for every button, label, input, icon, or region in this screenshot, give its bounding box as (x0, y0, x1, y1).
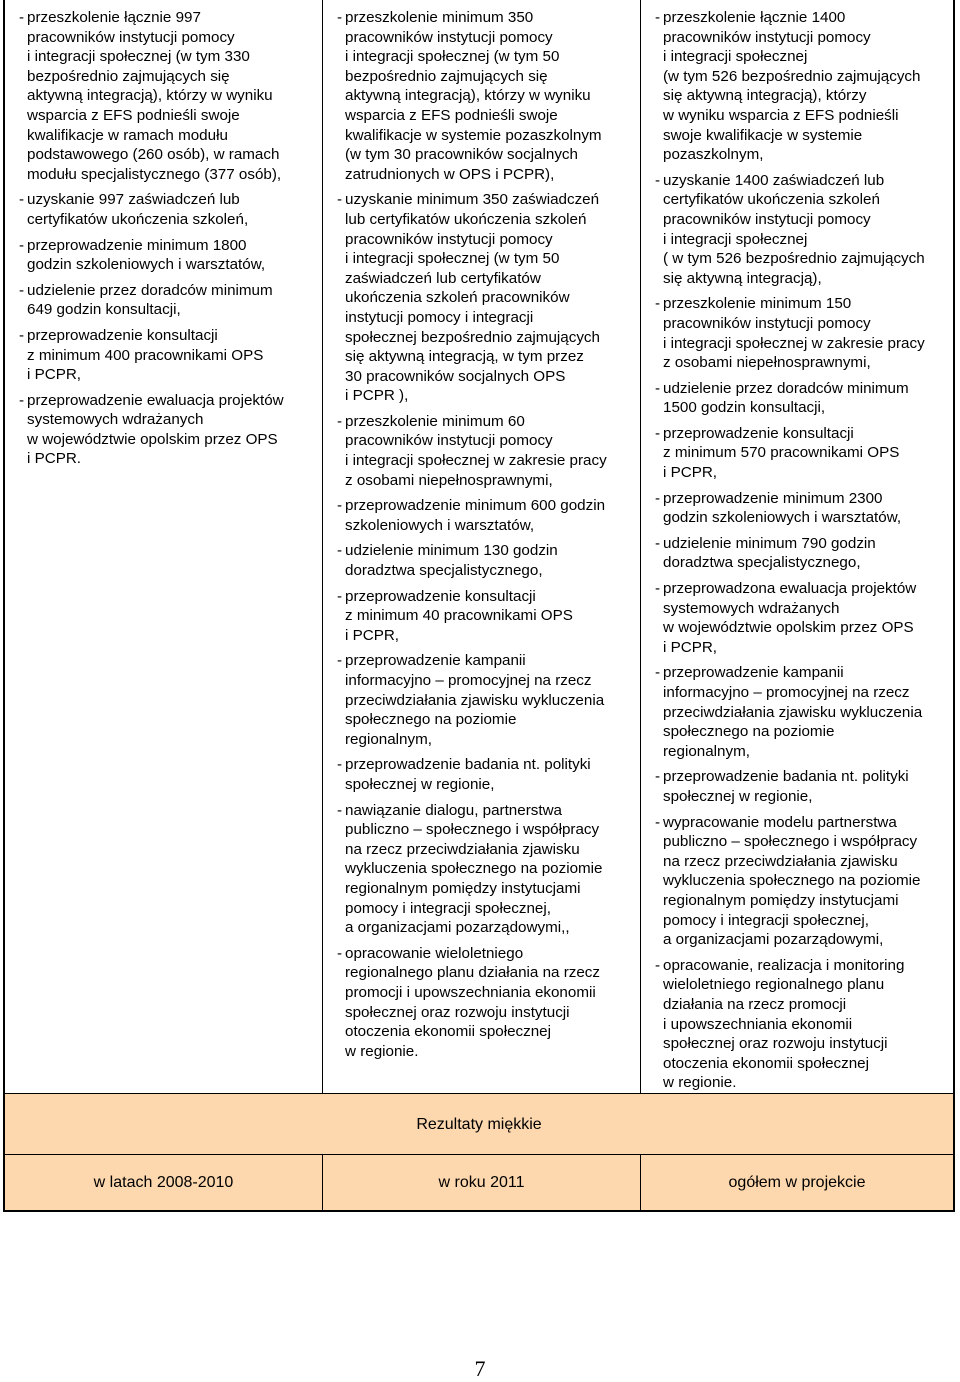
list-item-text: przeprowadzenie badania nt. polityki społecznej w regionie, (345, 756, 591, 793)
row-divider (5, 1154, 953, 1155)
list-item-text: uzyskanie 1400 zaświadczeń lub certyfikatów ukończenia szkoleń pracowników instytucji pomocy i integracji społecznej ( w tym 526 bezpośrednio zajmujących się aktywną integracją), (663, 171, 925, 287)
page-number: 7 (474, 1356, 486, 1381)
list-item (19, 190, 319, 229)
list-item-text: przeprowadzenie kampanii informacyjno – promocyjnej na rzecz przeciwdziałania zjawisku wykluczenia społecznego na poziomie regionalnym, (345, 652, 605, 748)
list-item (19, 391, 319, 469)
list-item-text: przeprowadzona ewaluacja projektów systemowych wdrażanych w województwie opolskim przez OPS i PCPR, (663, 580, 917, 656)
list-item-text: udzielenie przez doradców minimum 649 godzin konsultacji, (27, 281, 273, 319)
list-item (337, 190, 637, 406)
list-item (19, 8, 319, 184)
list-item (19, 236, 319, 275)
list-item-text: przeszkolenie łącznie 1400 pracowników instytucji pomocy i integracji społecznej (w tym 526 bezpośrednio zajmujących się aktywną integracją), którzy w wyniku wsparcia z EFS podnieśli swoje kwalifikacje w systemie pozaszkolnym, (663, 9, 921, 164)
column-total (655, 8, 955, 1099)
bullet-dash: - (655, 534, 661, 552)
list-item-text: przeprowadzenie minimum 600 godzin szkoleniowych i warsztatów, (345, 497, 606, 534)
bullet-dash: - (337, 191, 343, 209)
list-item-text: wypracowanie modelu partnerstwa publiczno – społecznego i współpracy na rzecz przeciwdziałania zjawisku wykluczenia społecznego na poziomie regionalnym pomiędzy instytucjami pomocy i integracji społecznej, a organizacjami pozarządowymi, (663, 813, 921, 949)
bullet-dash: - (19, 191, 25, 209)
list-item-text: przeprowadzenie minimum 2300 godzin szkoleniowych i warsztatów, (663, 489, 902, 527)
list-item (655, 489, 955, 528)
bullet-dash: - (337, 944, 343, 962)
list-item (337, 801, 637, 938)
list-item-text: uzyskanie minimum 350 zaświadczeń lub certyfikatów ukończenia szkoleń pracowników instytucji pomocy i integracji społecznej (w tym 50 zaświadczeń lub certyfikatów ukończenia szkoleń pracowników instytucji pomocy i integracji społecznej bezpośrednio zajmujących się aktywną integracją, w tym przez 30 pracowników socjalnych OPS i PCPR ), (345, 191, 600, 405)
list-item-text: udzielenie minimum 790 godzin doradztwa specjalistycznego, (663, 534, 876, 572)
bullet-dash: - (337, 497, 343, 515)
list-item-text: przeprowadzenie badania nt. polityki społecznej w regionie, (663, 768, 909, 805)
bullet-dash: - (655, 424, 661, 442)
header-2008-2010: w latach 2008-2010 (93, 1174, 234, 1191)
bullet-dash: - (655, 295, 661, 313)
list-item-text: udzielenie minimum 130 godzin doradztwa specjalistycznego, (345, 542, 558, 580)
bullet-dash: - (655, 171, 661, 189)
list-item (655, 294, 955, 372)
list-item (19, 326, 319, 385)
bullet-dash: - (655, 9, 661, 26)
list-item (655, 379, 955, 418)
list-item (19, 281, 319, 320)
list-item-text: przeszkolenie minimum 350 pracowników instytucji pomocy i integracji społecznej (w tym 50 bezpośrednio zajmujących się aktywną integracją), którzy w wyniku wsparcia z EFS podnieśli swoje kwalifikacje w systemie pozaszkolnym (w tym 30 pracowników socjalnych zatrudnionych w OPS i PCPR), (345, 9, 602, 183)
list-item (337, 541, 637, 580)
list-item (655, 956, 955, 1093)
list-item (655, 171, 955, 289)
list-item (337, 496, 637, 535)
header-2011: w roku 2011 (438, 1174, 525, 1191)
list-item-text: przeszkolenie minimum 60 pracowników instytucji pomocy i integracji społecznej w zakresie pracy z osobami niepełnosprawnymi, (345, 412, 607, 489)
list-item (655, 579, 955, 657)
bullet-dash: - (337, 542, 343, 560)
list-item (655, 8, 955, 165)
bullet-dash: - (655, 768, 661, 786)
header-total: ogółem w projekcie (728, 1174, 866, 1191)
list-item-text: przeprowadzenie minimum 1800 godzin szkoleniowych i warsztatów, (27, 236, 266, 274)
list-item (655, 534, 955, 573)
list-item-text: przeprowadzenie kampanii informacyjno – promocyjnej na rzecz przeciwdziałania zjawisku wykluczenia społecznego na poziomie regionalnym, (663, 664, 923, 760)
column-divider (640, 0, 641, 1093)
list-item-text: przeszkolenie minimum 150 pracowników instytucji pomocy i integracji społecznej w zakresie pracy z osobami niepełnosprawnymi, (663, 295, 925, 372)
list-item (337, 412, 637, 490)
list-item-text: przeprowadzenie konsultacji z minimum 400 pracownikami OPS i PCPR, (27, 326, 264, 384)
bullet-dash: - (655, 379, 661, 397)
column-divider (322, 0, 323, 1093)
bullet-dash: - (337, 9, 343, 26)
bullet-dash: - (655, 580, 661, 598)
column-2008-2010 (19, 8, 319, 475)
list-item-text: nawiązanie dialogu, partnerstwa publiczno – społecznego i współpracy na rzecz przeciwdziałania zjawisku wykluczenia społecznego na poziomie regionalnym pomiędzy instytucjami pomocy i integracji społecznej, a organizacjami pozarządowymi,, (345, 801, 603, 937)
list-item-text: przeprowadzenie konsultacji z minimum 40 pracownikami OPS i PCPR, (345, 587, 573, 644)
list-item (337, 8, 637, 184)
list-item-text: udzielenie przez doradców minimum 1500 godzin konsultacji, (663, 379, 909, 417)
list-item (655, 813, 955, 950)
bullet-dash: - (655, 489, 661, 507)
list-item (337, 587, 637, 646)
bullet-dash: - (19, 236, 25, 254)
bullet-dash: - (337, 756, 343, 774)
bullet-dash: - (337, 587, 343, 605)
bullet-dash: - (19, 281, 25, 299)
list-item-text: opracowanie wieloletniego regionalnego planu działania na rzecz promocji i upowszechniania ekonomii społecznej oraz rozwoju instytucji otoczenia ekonomii społecznej w regionie. (345, 944, 600, 1060)
list-item-text: uzyskanie 997 zaświadczeń lub certyfikatów ukończenia szkoleń, (27, 191, 249, 228)
list-item (337, 944, 637, 1062)
column-2011 (337, 8, 637, 1067)
bullet-dash: - (337, 801, 343, 819)
bullet-dash: - (19, 326, 25, 344)
list-item-text: opracowanie, realizacja i monitoring wieloletniego regionalnego planu działania na rzecz promocji i upowszechniania ekonomii społecznej oraz rozwoju instytucji otoczenia ekonomii społecznej w regionie. (663, 956, 905, 1092)
list-item (655, 767, 955, 806)
list-item-text: przeprowadzenie ewaluacja projektów systemowych wdrażanych w województwie opolskim przez OPS i PCPR. (27, 391, 284, 468)
bullet-dash: - (655, 813, 661, 831)
bullet-dash: - (19, 9, 25, 26)
list-item-text: przeprowadzenie konsultacji z minimum 570 pracownikami OPS i PCPR, (663, 424, 900, 482)
list-item (655, 663, 955, 761)
bullet-dash: - (655, 664, 661, 682)
row-divider (5, 1093, 953, 1094)
results-table (3, 0, 955, 1212)
list-item-text: przeszkolenie łącznie 997 pracowników instytucji pomocy i integracji społecznej (w tym 330 bezpośrednio zajmujących się aktywną integracją), którzy w wyniku wsparcia z EFS podnieśli swoje kwalifikacje w ramach modułu podstawowego (260 osób), w ramach modułu specjalistycznego (377 osób), (27, 9, 282, 183)
bullet-dash: - (19, 391, 25, 409)
list-item (337, 755, 637, 794)
list-item (655, 424, 955, 483)
bullet-dash: - (337, 412, 343, 430)
bullet-dash: - (655, 956, 661, 974)
bullet-dash: - (337, 652, 343, 670)
soft-results-title: Rezultaty miękkie (416, 1116, 542, 1133)
list-item (337, 651, 637, 749)
